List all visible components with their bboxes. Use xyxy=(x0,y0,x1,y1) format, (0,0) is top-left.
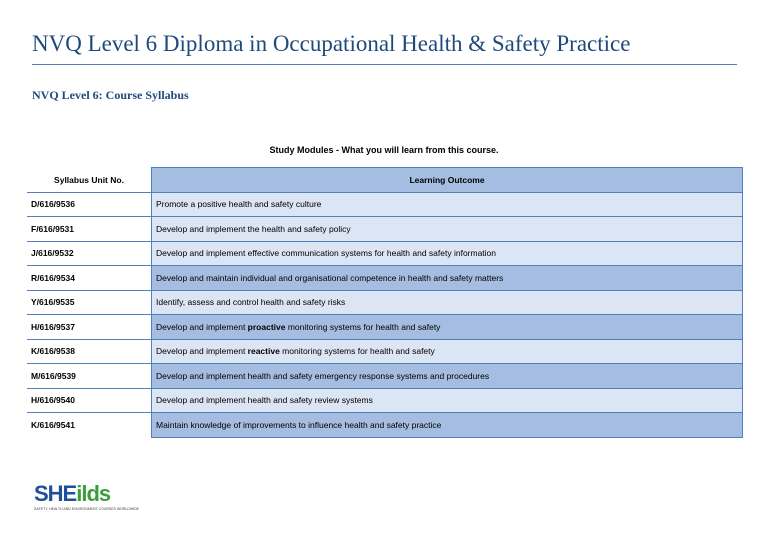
header-syllabus-unit: Syllabus Unit No. xyxy=(27,168,152,193)
unit-cell: J/616/9532 xyxy=(27,241,152,266)
page-subtitle: NVQ Level 6: Course Syllabus xyxy=(32,88,189,102)
table-row xyxy=(27,364,743,389)
outcome-cell: Develop and implement the health and safety policy xyxy=(152,217,743,242)
unit-cell: M/616/9539 xyxy=(27,364,152,389)
outcome-cell: Develop and implement health and safety emergency response systems and procedures xyxy=(152,364,743,389)
table-caption: Study Modules - What you will learn from this course. xyxy=(269,145,499,155)
outcome-emphasis: reactive xyxy=(247,346,280,357)
logo-tagline: SAFETY, HEALTH AND ENVIRONMENT COURSES WORLDWIDE xyxy=(34,507,140,511)
header-learning-outcome: Learning Outcome xyxy=(152,168,743,193)
outcome-cell: Develop and implement effective communication systems for health and safety information xyxy=(152,241,743,266)
table-row xyxy=(27,241,743,266)
outcome-text-start: Develop and implement xyxy=(156,321,248,332)
outcome-cell: Identify, assess and control health and safety risks xyxy=(152,290,743,315)
sheilds-logo xyxy=(34,483,139,511)
table-row xyxy=(27,339,743,364)
outcome-cell: Maintain knowledge of improvements to influence health and safety practice xyxy=(152,413,743,438)
unit-cell: Y/616/9535 xyxy=(27,290,152,315)
outcome-text-end: monitoring systems for health and safety xyxy=(285,321,441,332)
unit-cell: H/616/9540 xyxy=(27,388,152,413)
table-row xyxy=(27,315,743,340)
outcome-cell: Promote a positive health and safety culture xyxy=(152,192,743,217)
outcome-cell xyxy=(152,339,743,364)
outcome-emphasis: proactive xyxy=(247,321,286,332)
page-title: NVQ Level 6 Diploma in Occupational Health & Safety Practice xyxy=(32,31,631,56)
table-row xyxy=(27,290,743,315)
outcome-cell: Develop and maintain individual and organisational competence in health and safety matters xyxy=(152,266,743,291)
syllabus-table xyxy=(27,167,743,438)
unit-cell: K/616/9538 xyxy=(27,339,152,364)
outcome-text-start: Develop and implement xyxy=(156,346,248,357)
table-row xyxy=(27,266,743,291)
logo-part-ilds: ilds xyxy=(76,481,111,506)
title-divider xyxy=(32,64,737,65)
table-row xyxy=(27,217,743,242)
outcome-cell: Develop and implement health and safety review systems xyxy=(152,388,743,413)
table-row xyxy=(27,192,743,217)
unit-cell: D/616/9536 xyxy=(27,192,152,217)
unit-cell: F/616/9531 xyxy=(27,217,152,242)
outcome-cell xyxy=(152,315,743,340)
logo-part-she: SHE xyxy=(34,481,77,506)
table-row xyxy=(27,413,743,438)
unit-cell: H/616/9537 xyxy=(27,315,152,340)
table-header-row xyxy=(27,168,743,193)
logo-wordmark xyxy=(34,483,139,505)
table-row xyxy=(27,388,743,413)
outcome-text-end: monitoring systems for health and safety xyxy=(279,346,435,357)
unit-cell: K/616/9541 xyxy=(27,413,152,438)
unit-cell: R/616/9534 xyxy=(27,266,152,291)
